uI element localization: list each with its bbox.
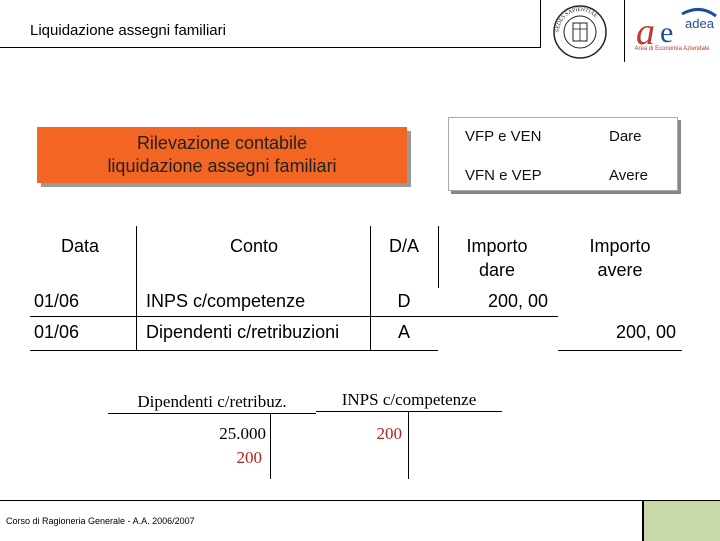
table-row-divider xyxy=(30,316,438,317)
adea-logo-letter: a xyxy=(636,11,655,53)
cell-conto: INPS c/competenze xyxy=(146,291,306,311)
table-row-divider xyxy=(438,316,558,317)
t-account-title: INPS c/competenze xyxy=(341,390,477,409)
university-seal-logo xyxy=(552,4,608,60)
cell-data: 01/06 xyxy=(34,291,80,311)
rilevazione-line-1: Rilevazione contabile xyxy=(136,133,308,153)
legend-right-2: Avere xyxy=(609,167,648,184)
cell-data: 01/06 xyxy=(34,322,80,342)
legend-left-2: VFN e VEP xyxy=(465,167,542,184)
adea-logo-word: adea xyxy=(685,16,714,31)
header-divider xyxy=(0,47,540,48)
header-data: Data xyxy=(60,236,100,256)
page-title: Liquidazione assegni familiari xyxy=(30,22,226,39)
dare-avere-legend xyxy=(448,117,678,191)
legend-left-1: VFP e VEN xyxy=(465,128,542,145)
legend-right-1: Dare xyxy=(609,128,642,145)
rilevazione-line-2: liquidazione assegni familiari xyxy=(107,156,337,176)
svg-text:e: e xyxy=(660,16,674,49)
cell-dare: 200, 00 xyxy=(487,291,548,311)
header-divider-vertical xyxy=(540,0,541,48)
t-account-vertical xyxy=(408,411,409,479)
header-importo-avere-2: avere xyxy=(597,260,643,280)
cell-da: A xyxy=(397,322,410,342)
header-importo-dare-1: Importo xyxy=(466,236,528,256)
cell-avere: 200, 00 xyxy=(615,322,676,342)
t-account-title: Dipendenti c/retribuz. xyxy=(137,392,287,411)
footer-accent-block xyxy=(642,500,720,541)
t-account-debit-value: 25.000 xyxy=(219,424,266,443)
t-account-horizontal xyxy=(316,411,502,412)
cell-da: D xyxy=(397,291,411,311)
t-account-debit-value: 200 xyxy=(236,448,262,467)
table-divider xyxy=(136,226,137,350)
table-row-divider xyxy=(558,350,682,351)
header-da: D/A xyxy=(388,236,419,256)
t-account-horizontal xyxy=(108,413,316,414)
table-row-divider xyxy=(30,350,438,351)
header-conto: Conto xyxy=(229,236,279,256)
adea-logo-subtitle: Area di Economia Aziendale xyxy=(634,46,710,52)
header-importo-dare-2: dare xyxy=(478,260,516,280)
t-account-vertical xyxy=(270,413,271,479)
t-account-debit-value: 200 xyxy=(376,424,402,443)
table-divider xyxy=(438,226,439,288)
cell-conto: Dipendenti c/retribuzioni xyxy=(146,322,340,342)
seal-text: SEDES SAPIENTIAE xyxy=(554,6,599,33)
header-divider-vertical xyxy=(624,0,625,62)
header-importo-avere-1: Importo xyxy=(589,236,651,256)
rilevazione-box xyxy=(37,127,407,183)
footer-course-text: Corso di Ragioneria Generale - A.A. 2006/2007 xyxy=(6,516,195,526)
